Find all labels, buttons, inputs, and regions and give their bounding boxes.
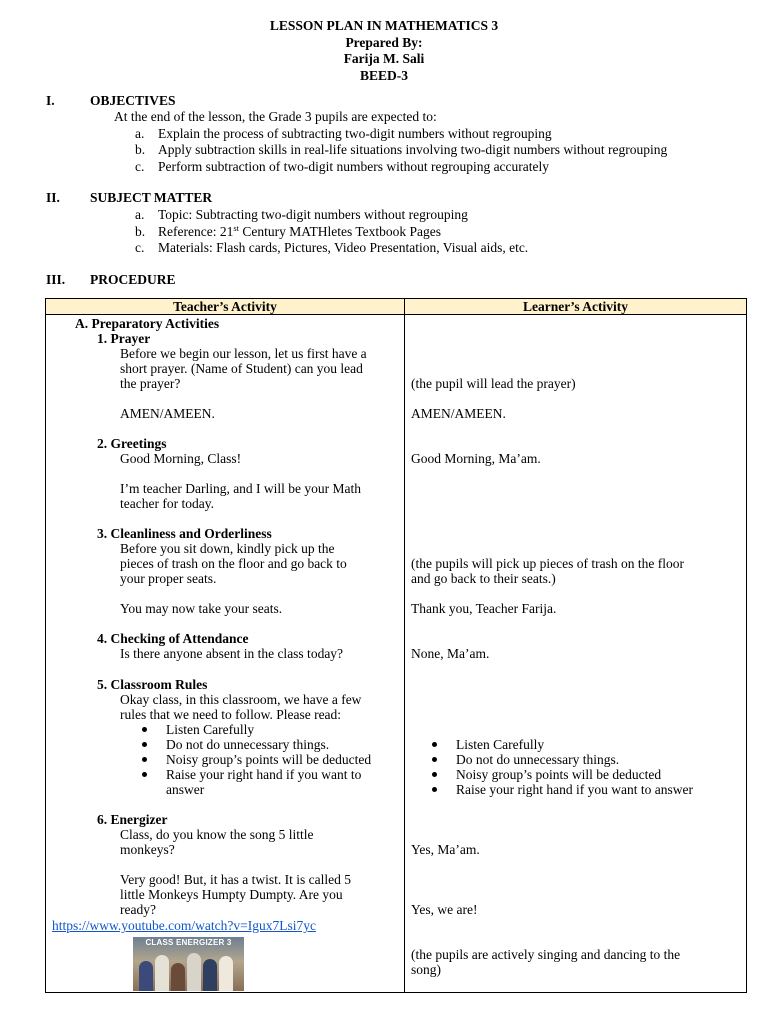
learner-text: Yes, Ma’am. (411, 842, 480, 857)
objectives-intro: At the end of the lesson, the Grade 3 pupils are expected to: (114, 109, 437, 124)
energizer-heading: 6. Energizer (97, 812, 168, 827)
rule-item: Noisy group’s points will be deducted (166, 752, 371, 767)
learner-activity-cell (405, 315, 747, 993)
rule-item: Do not do unnecessary things. (166, 737, 329, 752)
learner-text: Thank you, Teacher Farija. (411, 601, 557, 616)
teacher-text: Before you sit down, kindly pick up the (120, 541, 335, 556)
thumbnail-figure (155, 955, 169, 991)
learner-text: Yes, we are! (411, 902, 478, 917)
author-name: Farija M. Sali (343, 51, 425, 66)
teacher-text: your proper seats. (120, 571, 217, 586)
subject-reference: b. Reference: 21st Century MATHletes Textbook Pages (135, 223, 442, 239)
subject-matter-title: SUBJECT MATTER (90, 190, 213, 205)
objective-item: c. Perform subtraction of two-digit numbers without regrouping accurately (135, 159, 550, 174)
thumbnail-figure (219, 956, 233, 991)
learner-text: (the pupils are actively singing and dancing to the (411, 947, 681, 962)
teacher-text: Very good! But, it has a twist. It is called 5 (120, 872, 351, 887)
subject-topic: a. Topic: Subtracting two-digit numbers without regrouping (135, 207, 468, 222)
objective-item: b. Apply subtraction skills in real-life situations involving two-digit numbers without regrouping (135, 142, 668, 157)
objectives-number: I. (46, 93, 55, 108)
teacher-text: Is there anyone absent in the class today? (120, 646, 344, 661)
document-header (0, 18, 768, 84)
learner-text: AMEN/AMEEN. (411, 406, 506, 421)
teacher-text: short prayer. (Name of Student) can you lead (120, 361, 363, 376)
teacher-text: You may now take your seats. (120, 601, 283, 616)
document-title: LESSON PLAN IN MATHEMATICS 3 (269, 18, 499, 33)
prepared-by-label: Prepared By: (345, 34, 423, 50)
subject-matter-heading (46, 190, 212, 206)
prayer-heading: 1. Prayer (97, 331, 151, 346)
subject-matter-number: II. (46, 190, 60, 205)
bullet-icon (142, 742, 147, 747)
attendance-heading: 4. Checking of Attendance (97, 631, 249, 646)
bullet-icon (432, 787, 437, 792)
learner-rule-item: Noisy group’s points will be deducted (456, 767, 661, 782)
teacher-text: little Monkeys Humpty Dumpty. Are you (120, 887, 343, 902)
learner-text: Good Morning, Ma’am. (411, 451, 541, 466)
objective-item: a. Explain the process of subtracting two-digit numbers without regrouping (135, 126, 552, 141)
teacher-activity-cell (46, 315, 405, 993)
procedure-title: PROCEDURE (90, 272, 176, 287)
rule-item-continued: answer (166, 782, 205, 797)
procedure-table (45, 298, 747, 993)
learner-text: and go back to their seats.) (411, 571, 556, 586)
greetings-heading: 2. Greetings (97, 436, 167, 451)
bullet-icon (142, 727, 147, 732)
energizer-video-thumbnail[interactable] (133, 937, 244, 991)
teacher-text: rules that we need to follow. Please read: (120, 707, 342, 722)
teacher-text: Okay class, in this classroom, we have a few (120, 692, 362, 707)
teacher-text: ready? (120, 902, 156, 917)
teacher-text: monkeys? (120, 842, 175, 857)
teacher-text: Good Morning, Class! (120, 451, 242, 466)
thumbnail-caption: CLASS ENERGIZER 3 (145, 938, 232, 947)
thumbnail-figure (139, 961, 153, 991)
classroom-rules-heading: 5. Classroom Rules (97, 677, 208, 692)
bullet-icon (142, 772, 147, 777)
teacher-text: Before we begin our lesson, let us first have a (120, 346, 367, 361)
learner-rule-item: Listen Carefully (456, 737, 544, 752)
thumbnail-figure (171, 963, 185, 991)
learner-activity-header: Learner’s Activity (405, 299, 747, 315)
teacher-text: pieces of trash on the floor and go back to (120, 556, 347, 571)
teacher-activity-header: Teacher’s Activity (46, 299, 405, 315)
learner-text: (the pupil will lead the prayer) (411, 376, 576, 391)
teacher-text: Class, do you know the song 5 little (120, 827, 314, 842)
teacher-text: the prayer? (120, 376, 181, 391)
rule-item: Listen Carefully (166, 722, 254, 737)
bullet-icon (432, 742, 437, 747)
teacher-text: teacher for today. (120, 496, 214, 511)
author-course: BEED-3 (359, 67, 408, 83)
subject-materials: c. Materials: Flash cards, Pictures, Video Presentation, Visual aids, etc. (135, 240, 529, 255)
procedure-heading (46, 272, 176, 288)
bullet-icon (432, 757, 437, 762)
procedure-number: III. (46, 272, 66, 287)
learner-rule-item: Raise your right hand if you want to answer (456, 782, 693, 797)
thumbnail-figure (203, 959, 217, 991)
rule-item: Raise your right hand if you want to (166, 767, 361, 782)
preparatory-activities-heading: A. Preparatory Activities (75, 316, 220, 331)
teacher-text: AMEN/AMEEN. (120, 406, 215, 421)
energizer-video-link[interactable] (52, 918, 316, 933)
learner-text: (the pupils will pick up pieces of trash on the floor (411, 556, 684, 571)
objectives-title: OBJECTIVES (90, 93, 176, 108)
youtube-link[interactable]: https://www.youtube.com/watch?v=Igux7Lsi7yc (52, 918, 316, 933)
teacher-text: I’m teacher Darling, and I will be your Math (120, 481, 362, 496)
bullet-icon (142, 757, 147, 762)
learner-text: None, Ma’am. (411, 646, 490, 661)
objectives-heading (46, 93, 176, 109)
learner-rule-item: Do not do unnecessary things. (456, 752, 619, 767)
bullet-icon (432, 772, 437, 777)
cleanliness-heading: 3. Cleanliness and Orderliness (97, 526, 272, 541)
learner-text: song) (411, 962, 441, 977)
thumbnail-figure (187, 953, 201, 991)
